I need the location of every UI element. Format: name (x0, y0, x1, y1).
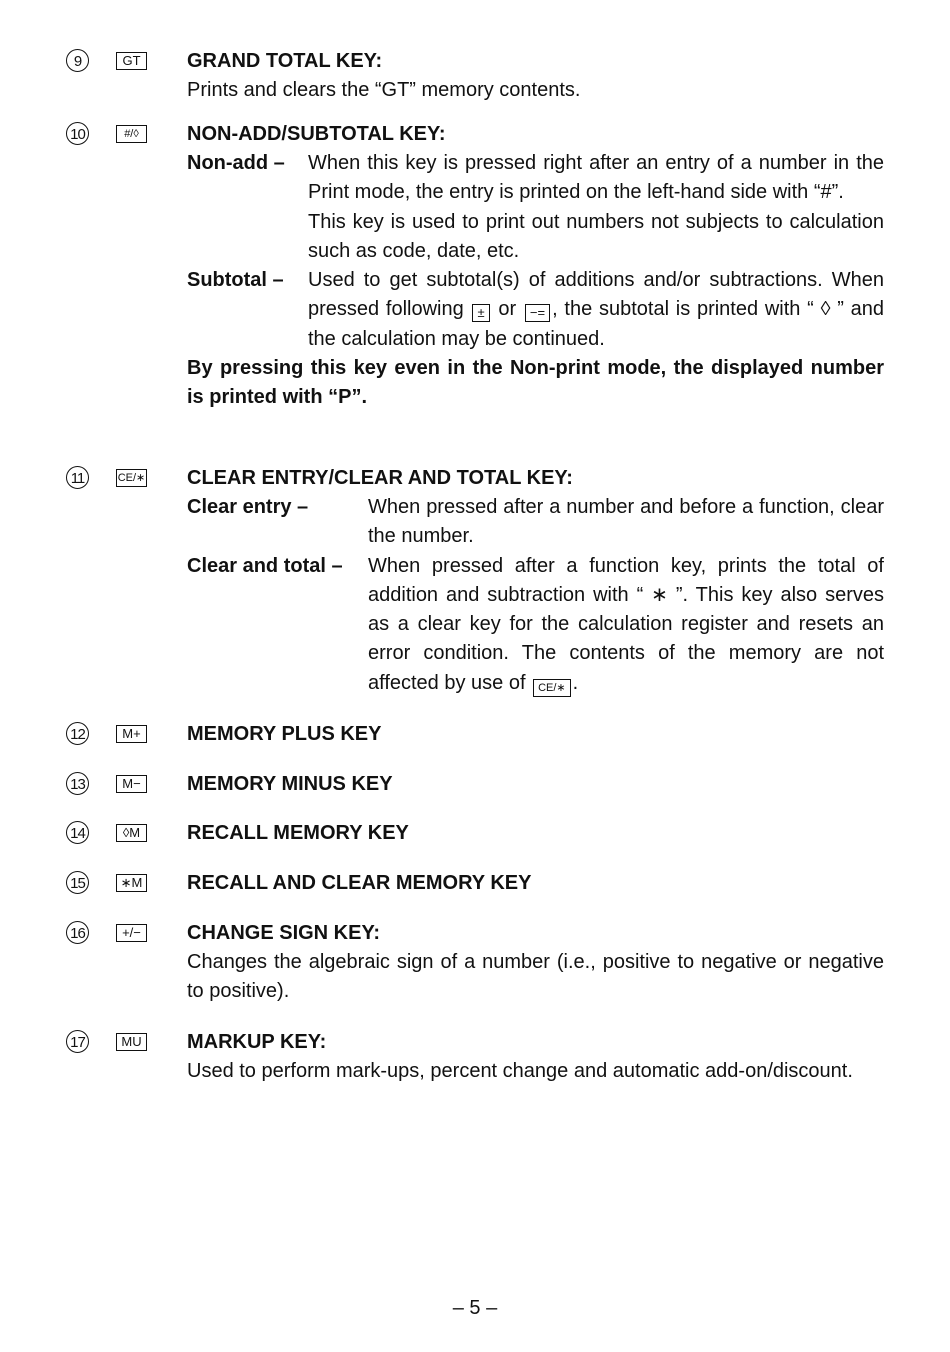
entry-title: NON-ADD/SUBTOTAL KEY: (187, 123, 446, 145)
entry-title: CLEAR ENTRY/CLEAR AND TOTAL KEY: (187, 467, 573, 489)
item-number: 11 (66, 466, 89, 489)
clear-entry-key-icon: CE/∗ (533, 679, 571, 697)
item-number: 10 (66, 122, 89, 145)
item-number: 9 (66, 49, 89, 72)
item-number: 15 (66, 871, 89, 894)
entry-title: RECALL AND CLEAR MEMORY KEY (187, 872, 532, 894)
subtotal-row (187, 266, 884, 354)
non-add-row (187, 149, 884, 266)
minus-equals-key-icon: −= (525, 304, 550, 322)
clear-total-label: Clear and total – (187, 554, 343, 577)
entry-title: MEMORY MINUS KEY (187, 773, 393, 795)
change-sign-key-icon: +/− (116, 924, 147, 942)
non-add-text-2: This key is used to print out numbers not subjects to calculation such as code, date, etc. (308, 210, 884, 262)
subtotal-label: Subtotal – (187, 269, 284, 292)
plus-minus-key-icon: ± (472, 304, 489, 322)
item-number: 17 (66, 1030, 89, 1053)
item-number: 16 (66, 921, 89, 944)
entry-title: MEMORY PLUS KEY (187, 723, 382, 745)
entry-description: Prints and clears the “GT” memory contents. (187, 79, 581, 101)
subtotal-or: or (498, 298, 517, 321)
entry-description: Changes the algebraic sign of a number (i.e., positive to negative or negative to positive). (187, 951, 884, 1003)
entry-description: Used to perform mark-ups, percent change and automatic add-on/discount. (187, 1060, 853, 1082)
clear-total-row (187, 552, 884, 698)
non-add-text-1: When this key is pressed right after an entry of a number in the Print mode, the entry is printed on the left-hand side with “#”. (308, 152, 884, 204)
item-number: 14 (66, 821, 89, 844)
markup-key-icon: MU (116, 1033, 147, 1051)
entry-title: RECALL MEMORY KEY (187, 822, 409, 844)
page-number: – 5 – (452, 1297, 498, 1319)
gt-key-icon: GT (116, 52, 147, 70)
non-add-label: Non-add – (187, 152, 285, 174)
subtotal-text-a: Used to get subtotal(s) of additions and/or subtractions. When pressed following (308, 269, 884, 321)
non-add-description (308, 149, 884, 266)
item-number: 13 (66, 772, 89, 795)
memory-minus-key-icon: M− (116, 775, 147, 793)
clear-entry-key-icon: CE/∗ (116, 469, 147, 487)
entry-title: GRAND TOTAL KEY: (187, 50, 383, 72)
subtotal-description (308, 266, 884, 354)
subtotal-text-b: , the subtotal is printed with “ ◊ ” and the calculation may be continued. (308, 298, 884, 350)
clear-total-end: . (572, 671, 579, 694)
recall-clear-memory-key-icon: ∗M (116, 874, 147, 892)
non-add-subtotal-key-icon: #/◊ (116, 125, 147, 143)
clear-entry-row (187, 493, 884, 552)
clear-entry-label: Clear entry – (187, 496, 309, 518)
clear-total-text: When pressed after a function key, prints the total of addition and subtraction with “ ∗ ”. This key also serves as a clear key for the calculation register and resets an error condition. The contents of the memory are not affected by use of (368, 554, 884, 694)
item-number: 12 (66, 722, 89, 745)
entry-title: CHANGE SIGN KEY: (187, 922, 380, 944)
entry-title: MARKUP KEY: (187, 1031, 327, 1053)
recall-memory-key-icon: ◊M (116, 824, 147, 842)
clear-entry-description: When pressed after a number and before a function, clear the number. (368, 496, 884, 548)
clear-total-description (368, 552, 884, 698)
non-print-note: By pressing this key even in the Non-print mode, the displayed number is printed with “P”. (187, 357, 884, 409)
memory-plus-key-icon: M+ (116, 725, 147, 743)
